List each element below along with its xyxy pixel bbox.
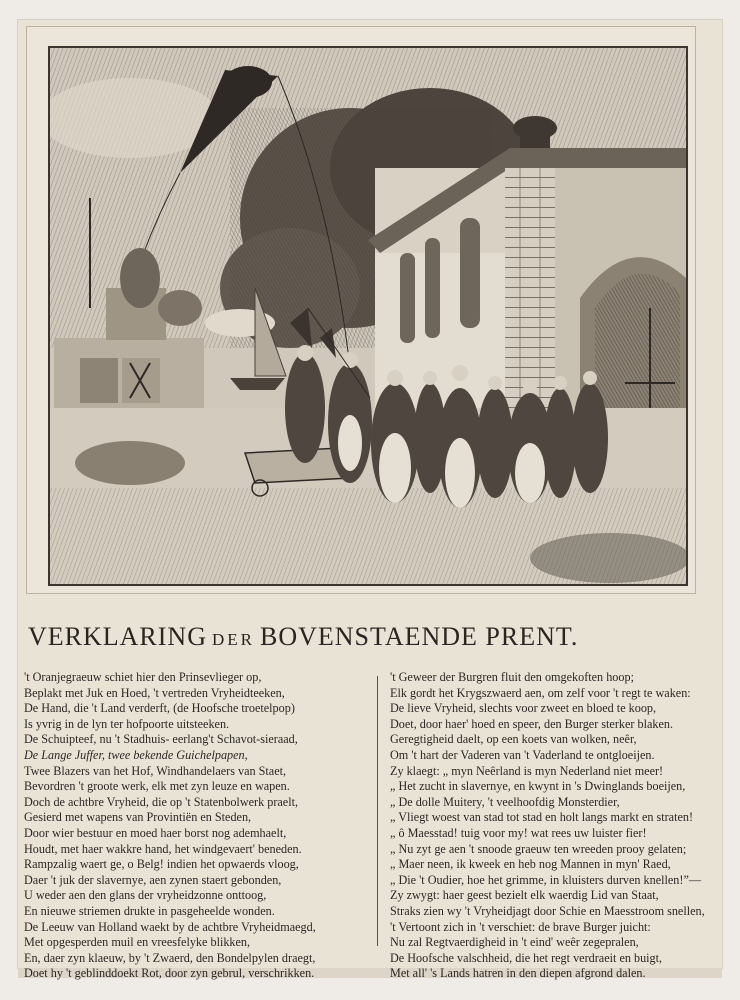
poem-line: „ Die 't Oudier, hoe het grimme, in kluisters durven knellen!”— <box>390 872 702 887</box>
poem-line: 't Oranjegraeuw schiet hier den Prinsevlieger op, <box>24 670 262 684</box>
poem-line: Doet hy 't geblinddoekt Rot, door zyn gebrul, verschrikken. <box>24 966 315 981</box>
poem-left-column <box>24 670 364 982</box>
text-area <box>18 600 722 981</box>
engraving-illustration <box>50 48 686 584</box>
poem-line: Om 't hart der Vaderen van 't Vaderland te ontgloeijen. <box>390 747 655 762</box>
poem-line: Geregtigheid daelt, op een koets van wolken, neêr, <box>390 732 637 747</box>
poem-line: De Lange Juffer, twee bekende Guichelpapen, <box>24 747 248 762</box>
poem-line: Nu zal Regtvaerdigheid in 't eind' weêr zegepralen, <box>390 935 639 950</box>
poem-line: „ Het zucht in slavernye, en kwynt in 's Dwinglands boeijen, <box>390 779 686 794</box>
poem-line: „ Nu zyt ge aen 't snoode graeuw ten wreeden prooy gelaten; <box>390 841 687 856</box>
poem-line: Straks zien wy 't Vryheidjagt door Schie en Maesstroom snellen, <box>390 903 705 918</box>
poem-line: Zy zwygt: haer geest bezielt elk waerdig Lid van Staat, <box>390 888 659 903</box>
poem-line: De Hoofsche valschheid, die het regt verdraeit en buigt, <box>390 950 663 965</box>
poem-line: Is yvrig in de lyn ter hofpoorte uitsteeken. <box>24 716 230 731</box>
poem-line: Met opgesperden muil en vreesfelyke blikken, <box>24 935 251 950</box>
poem-line: „ De dolle Muitery, 't veelhoofdig Monsterdier, <box>390 794 620 809</box>
poem-line: Met all' 's Lands hatren in den diepen afgrond dalen. <box>390 966 646 981</box>
poem-right-column <box>390 670 716 982</box>
poem-line: U weder aen den glans der vryheidzonne onttoog, <box>24 888 267 903</box>
poem-line: En nieuwe striemen drukte in pasgeheelde wonden. <box>24 903 275 918</box>
poem-line: Door wier bestuur en moed haer borst nog ademhaelt, <box>24 825 287 840</box>
poem-line: Houdt, met haer wakkre hand, het windgevaert' beneden. <box>24 841 302 856</box>
poem-line: „ Maer neen, ik kweek en heb nog Mannen in myn' Raed, <box>390 857 671 872</box>
poem-line: De lieve Vryheid, slechts voor zweet en bloed te koop, <box>390 701 657 716</box>
poem-line: „ ô Maesstad! tuig voor my! wat rees uw luister fier! <box>390 825 647 840</box>
poem-line: 't Geweer der Burgren fluit den omgekoften hoop; <box>390 670 634 684</box>
engraving-image <box>48 46 688 586</box>
poem-line: Rampzalig waert ge, o Belg! indien het opwaerds vloog, <box>24 857 299 872</box>
poem-line: Elk gordt het Krygszwaerd aen, om zelf voor 't regt te waken: <box>390 685 691 700</box>
poem-line: 't Vertoont zich in 't verschiet: de brave Burger juicht: <box>390 919 651 934</box>
caption-heading <box>28 622 712 652</box>
poem-line: En, daer zyn klaeuw, by 't Zwaerd, den Bondelpylen draegt, <box>24 950 316 965</box>
column-divider <box>377 676 378 946</box>
heading-word-1: VERKLARING <box>28 622 207 651</box>
poem-line: De Schuipteef, nu 't Stadhuis- eerlang't Schavot-sieraad, <box>24 732 298 747</box>
poem-line: Daer 't juk der slavernye, aen zynen staert gebonden, <box>24 872 282 887</box>
poem-line: Doch de achtbre Vryheid, die op 't Statenbolwerk praelt, <box>24 794 299 809</box>
poem-line: Twee Blazers van het Hof, Windhandelaers van Staet, <box>24 763 287 778</box>
heading-word-3: BOVENSTAENDE PRENT. <box>260 622 579 651</box>
heading-word-2: DER <box>212 630 255 649</box>
poem-line: Beplakt met Juk en Hoed, 't vertreden Vryheidteeken, <box>24 685 285 700</box>
poem-line: Zy klaegt: „ myn Neêrland is myn Nederland niet meer! <box>390 763 664 778</box>
poem-line: Gesierd met wapens van Provintiën en Steden, <box>24 810 252 825</box>
poem-line: De Leeuw van Holland waekt by de achtbre Vryheidmaegd, <box>24 919 316 934</box>
poem-line: Bevordren 't groote werk, elk met zyn leuze en wapen. <box>24 779 290 794</box>
poem-line: De Hand, die 't Land verderft, (de Hoofsche troetelpop) <box>24 701 295 716</box>
poem-line: „ Vliegt woest van stad tot stad en holt langs markt en straten! <box>390 810 694 825</box>
poem-line: Doet, door haer' hoed en speer, den Burger sterker blaken. <box>390 716 674 731</box>
